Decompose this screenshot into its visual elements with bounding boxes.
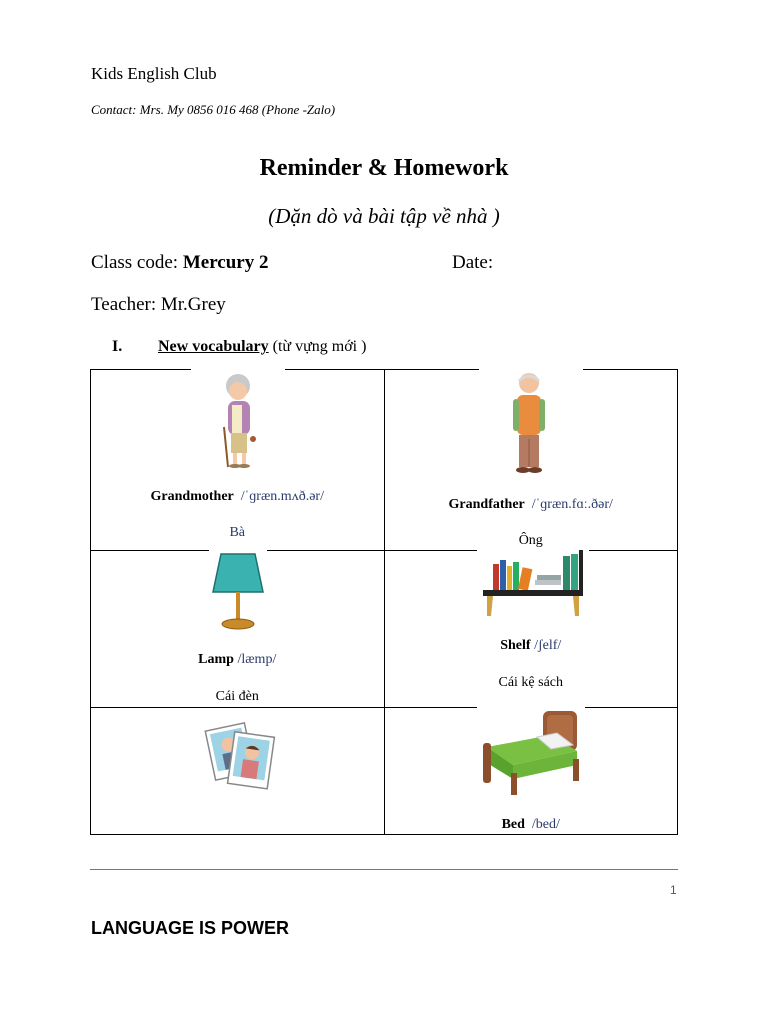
vocab-word: Shelf (500, 638, 531, 653)
vocab-word: Grandmother (150, 489, 234, 504)
section-title-vi: (từ vựng mới ) (268, 338, 367, 355)
bed-icon (477, 707, 585, 803)
footer-slogan: LANGUAGE IS POWER (91, 918, 290, 938)
lamp-icon (209, 550, 267, 634)
vocab-word-row (91, 489, 384, 505)
club-name: Kids English Club (91, 64, 217, 83)
class-code-label: Class code: (91, 252, 183, 273)
vocab-ipa: /bed/ (531, 817, 560, 832)
vocab-meaning: Cái kệ sách (498, 675, 564, 690)
vocabulary-table (90, 369, 678, 835)
vocab-word-row (385, 638, 678, 654)
vocab-ipa: /ˈɡræn.mʌð.ər/ (240, 489, 324, 504)
vocab-word: Bed (501, 817, 525, 832)
vocab-meaning: Bà (229, 525, 246, 540)
section-heading (112, 338, 366, 356)
date-label: Date: (452, 252, 494, 273)
vocab-word: Lamp (198, 652, 234, 667)
vocab-cell-photos (91, 708, 385, 835)
vocab-cell-grandmother (91, 370, 385, 551)
grandmother-icon (191, 369, 285, 469)
class-code-value: Mercury 2 (182, 252, 269, 273)
vocab-word-row (385, 497, 678, 513)
vocab-word-row (385, 817, 678, 833)
photos-icon (203, 716, 277, 796)
vocab-cell-lamp (91, 551, 385, 708)
vocab-ipa: /ˈɡræn.fɑː.ðər/ (531, 497, 613, 512)
shelf-icon (477, 550, 589, 624)
grandfather-icon (479, 369, 583, 479)
vocab-word: Grandfather (448, 497, 525, 512)
class-code (91, 252, 268, 274)
vocab-ipa: /ʃelf/ (534, 638, 562, 653)
section-title: New vocabulary (158, 338, 269, 355)
vocab-cell-grandfather (384, 370, 678, 551)
page-subtitle: (Dặn dò và bài tập về nhà ) (268, 204, 500, 228)
section-number: I. (112, 338, 123, 355)
page-number: 1 (670, 883, 677, 897)
vocab-cell-shelf (384, 551, 678, 708)
vocab-ipa: /læmp/ (237, 652, 277, 667)
vocab-cell-bed (384, 708, 678, 835)
page-title: Reminder & Homework (259, 155, 509, 181)
vocab-meaning: Cái đèn (215, 689, 259, 704)
vocab-meaning: Ông (518, 533, 543, 548)
footer-divider (90, 869, 678, 870)
teacher-line: Teacher: Mr.Grey (91, 294, 226, 315)
contact-info: Contact: Mrs. My 0856 016 468 (Phone -Zalo) (91, 102, 336, 117)
vocab-word-row (91, 652, 384, 668)
